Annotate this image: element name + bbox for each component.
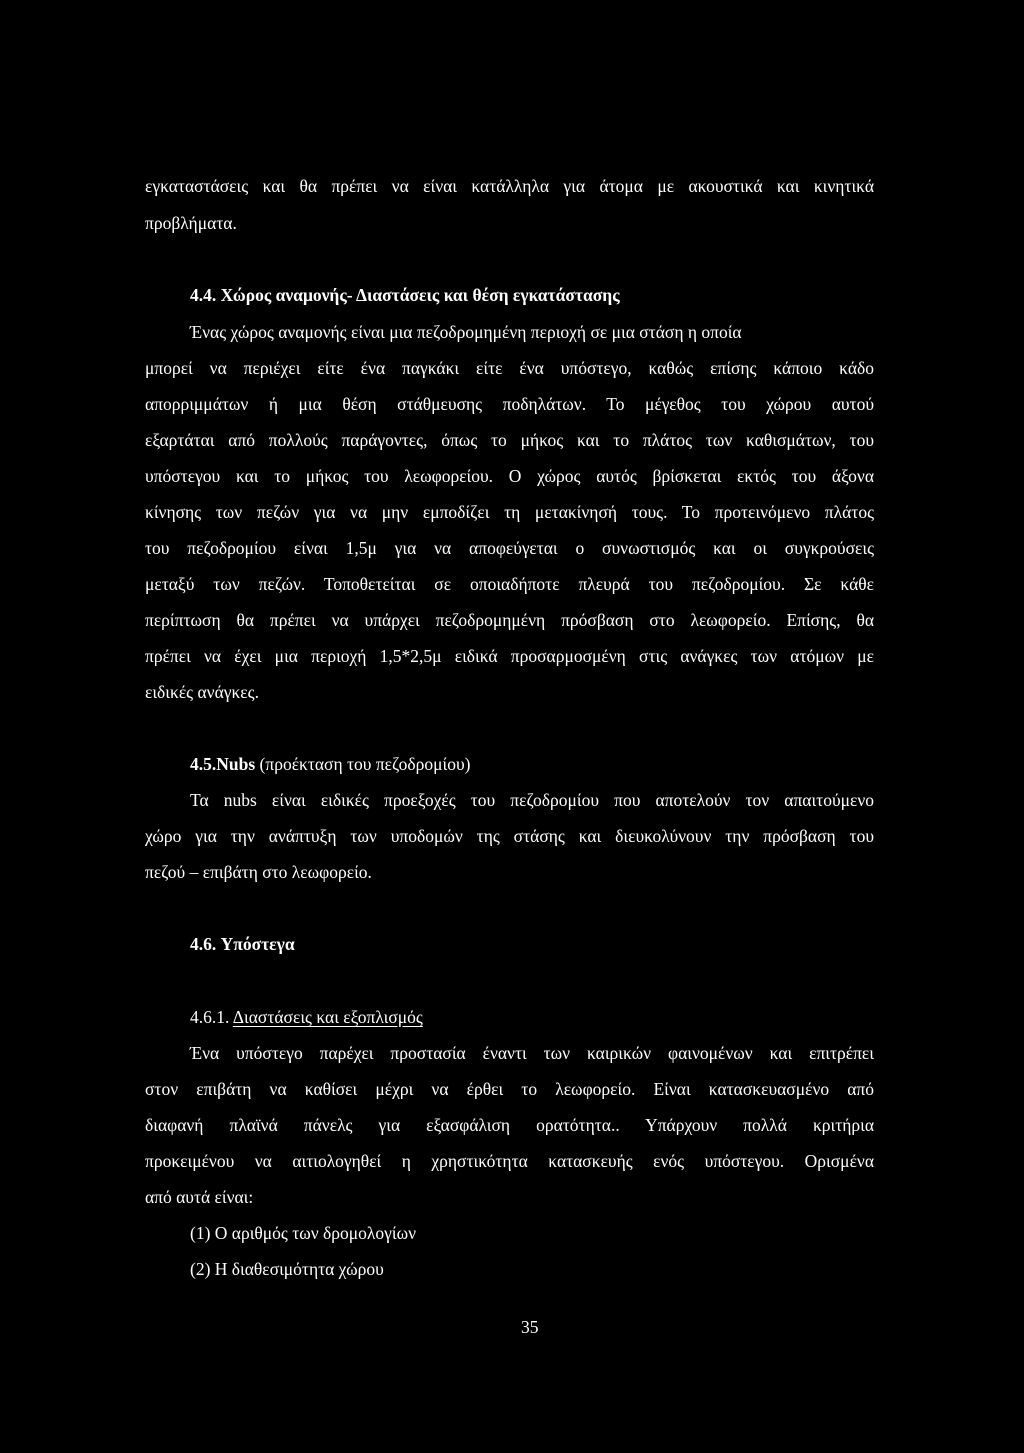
body-text-line: χώρο για την ανάπτυξη των υποδομών της στάσης και διευκολύνουν την πρόσβαση του — [145, 826, 874, 846]
body-text-line: στον επιβάτη να καθίσει μέχρι να έρθει το λεωφορείο. Είναι κατασκευασμένο από — [145, 1079, 874, 1099]
body-text-line: από αυτά είναι: — [145, 1187, 254, 1207]
body-text-line: μεταξύ των πεζών. Τοποθετείται σε οποιαδήποτε πλευρά του πεζοδρομίου. Σε κάθε — [145, 574, 874, 594]
section-title: Υπόστεγα — [220, 934, 295, 954]
body-text-line: προκειμένου να αιτιολογηθεί η χρηστικότητα κατασκευής ενός υπόστεγου. Ορισμένα — [145, 1151, 874, 1171]
section-heading-4-6 — [190, 933, 295, 955]
body-text-line: εγκαταστάσεις και θα πρέπει να είναι κατάλληλα για άτομα με ακουστικά και κινητικά — [145, 176, 874, 196]
section-heading-4-4 — [190, 284, 620, 306]
page-number: 35 — [521, 1317, 539, 1337]
section-number: 4.5. — [190, 754, 217, 774]
body-text-line: Ένα υπόστεγο παρέχει προστασία έναντι των καιρικών φαινομένων και επιτρέπει — [190, 1043, 874, 1063]
section-number: 4.6. — [190, 934, 217, 954]
section-number: 4.6.1. — [190, 1007, 230, 1027]
body-text-line: ειδικές ανάγκες. — [145, 682, 259, 702]
section-heading-4-6-1 — [190, 1006, 423, 1028]
list-item: (2) Η διαθεσιμότητα χώρου — [190, 1259, 384, 1279]
body-text-line: του πεζοδρομίου είναι 1,5μ για να αποφεύγεται ο συνωστισμός και οι συγκρούσεις — [145, 538, 874, 558]
list-item: (1) Ο αριθμός των δρομολογίων — [190, 1223, 417, 1243]
body-text-line: εξαρτάται από πολλούς παράγοντες, όπως το μήκος και το πλάτος των καθισμάτων, του — [145, 430, 874, 450]
body-text-line: πρέπει να έχει μια περιοχή 1,5*2,5μ ειδικά προσαρμοσμένη στις ανάγκες των ατόμων με — [145, 646, 874, 666]
body-text-line: απορριμμάτων ή μια θέση στάθμευσης ποδηλάτων. Το μέγεθος του χώρου αυτού — [145, 394, 874, 414]
body-text-line: περίπτωση θα πρέπει να υπάρχει πεζοδρομημένη πρόσβαση στο λεωφορείο. Επίσης, θα — [145, 610, 874, 630]
section-title-rest: (προέκταση του πεζοδρομίου) — [259, 754, 471, 774]
body-text-line: πεζού – επιβάτη στο λεωφορείο. — [145, 862, 372, 882]
section-heading-4-5 — [190, 753, 470, 775]
body-text-line: προβλήματα. — [145, 213, 237, 233]
body-text-line: Ένας χώρος αναμονής είναι μια πεζοδρομημένη περιοχή σε μια στάση η οποία — [190, 322, 742, 342]
section-title-bold: Nubs — [216, 754, 256, 774]
section-title: Διαστάσεις και εξοπλισμός — [232, 1007, 423, 1027]
section-number: 4.4. — [190, 285, 217, 305]
body-text-line: υπόστεγου και το μήκος του λεωφορείου. Ο χώρος αυτός βρίσκεται εκτός του άξονα — [145, 466, 874, 486]
body-text-line: διαφανή πλαϊνά πάνελς για εξασφάλιση ορατότητα.. Υπάρχουν πολλά κριτήρια — [145, 1115, 874, 1135]
body-text-line: Τα nubs είναι ειδικές προεξοχές του πεζοδρομίου που αποτελούν τον απαιτούμενο — [190, 790, 874, 810]
body-text-line: μπορεί να περιέχει είτε ένα παγκάκι είτε ένα υπόστεγο, καθώς επίσης κάποιο κάδο — [145, 358, 874, 378]
section-title: Χώρος αναμονής- Διαστάσεις και θέση εγκατάστασης — [220, 285, 620, 305]
body-text-line: κίνησης των πεζών για να μην εμποδίζει τη μετακίνησή τους. Το προτεινόμενο πλάτος — [145, 502, 874, 522]
